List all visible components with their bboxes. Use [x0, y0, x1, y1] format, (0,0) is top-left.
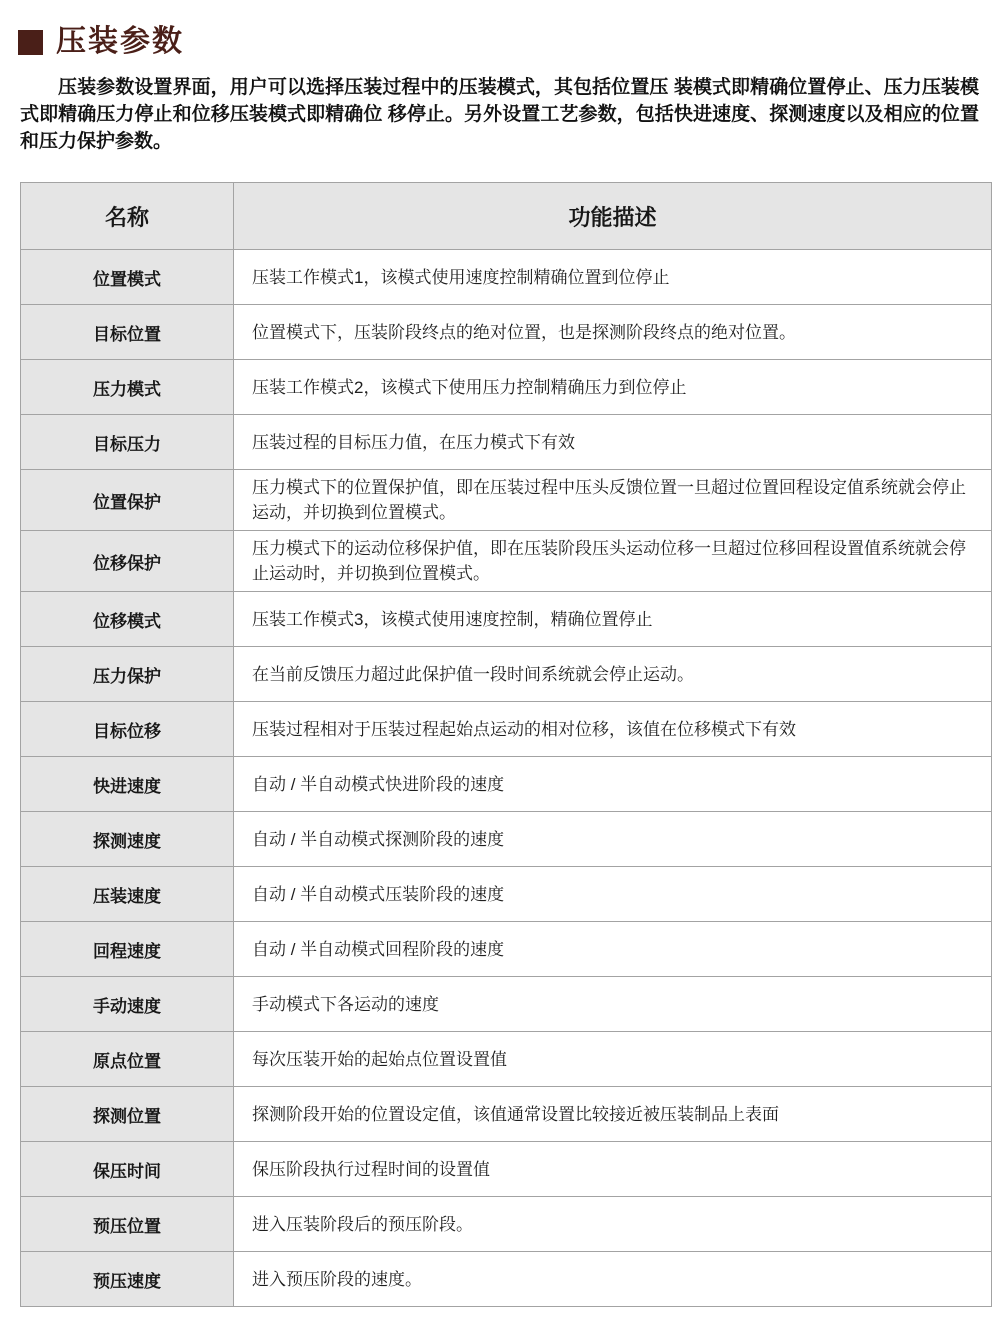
table-row — [21, 250, 992, 305]
param-name-cell: 回程速度 — [21, 922, 234, 977]
param-desc-cell: 压装过程相对于压装过程起始点运动的相对位移，该值在位移模式下有效 — [234, 702, 992, 757]
table-row — [21, 415, 992, 470]
param-name-cell: 位置模式 — [21, 250, 234, 305]
param-desc-cell: 压力模式下的位置保护值，即在压装过程中压头反馈位置一旦超过位置回程设定值系统就会停止运动，并切换到位置模式。 — [234, 470, 992, 531]
table-row — [21, 922, 992, 977]
table-row — [21, 702, 992, 757]
param-desc-cell: 自动 / 半自动模式回程阶段的速度 — [234, 922, 992, 977]
param-name-cell: 快进速度 — [21, 757, 234, 812]
param-name-cell: 手动速度 — [21, 977, 234, 1032]
param-desc-cell: 每次压装开始的起始点位置设置值 — [234, 1032, 992, 1087]
param-desc-cell: 进入预压阶段的速度。 — [234, 1252, 992, 1307]
table-row — [21, 360, 992, 415]
param-desc-cell: 压装工作模式1，该模式使用速度控制精确位置到位停止 — [234, 250, 992, 305]
param-name-cell: 位移保护 — [21, 531, 234, 592]
param-name-cell: 探测位置 — [21, 1087, 234, 1142]
param-desc-cell: 保压阶段执行过程时间的设置值 — [234, 1142, 992, 1197]
table-row — [21, 647, 992, 702]
table-row — [21, 757, 992, 812]
table-row — [21, 470, 992, 531]
table-row — [21, 1142, 992, 1197]
param-desc-cell: 自动 / 半自动模式快进阶段的速度 — [234, 757, 992, 812]
param-desc-cell: 探测阶段开始的位置设定值，该值通常设置比较接近被压装制品上表面 — [234, 1087, 992, 1142]
param-desc-cell: 压力模式下的运动位移保护值，即在压装阶段压头运动位移一旦超过位移回程设置值系统就会停止运动时，并切换到位置模式。 — [234, 531, 992, 592]
param-name-cell: 压装速度 — [21, 867, 234, 922]
param-name-cell: 压力保护 — [21, 647, 234, 702]
table-row — [21, 812, 992, 867]
column-header-name: 名称 — [21, 183, 234, 250]
param-desc-cell: 进入压装阶段后的预压阶段。 — [234, 1197, 992, 1252]
param-desc-cell: 自动 / 半自动模式探测阶段的速度 — [234, 812, 992, 867]
param-desc-cell: 压装工作模式2，该模式下使用压力控制精确压力到位停止 — [234, 360, 992, 415]
table-row — [21, 531, 992, 592]
params-table — [20, 182, 992, 1307]
param-desc-cell: 压装工作模式3，该模式使用速度控制，精确位置停止 — [234, 592, 992, 647]
param-name-cell: 保压时间 — [21, 1142, 234, 1197]
table-row — [21, 867, 992, 922]
param-name-cell: 原点位置 — [21, 1032, 234, 1087]
param-desc-cell: 在当前反馈压力超过此保护值一段时间系统就会停止运动。 — [234, 647, 992, 702]
table-header-row — [21, 183, 992, 250]
param-name-cell: 预压位置 — [21, 1197, 234, 1252]
table-row — [21, 1087, 992, 1142]
table-row — [21, 977, 992, 1032]
intro-paragraph: 压装参数设置界面，用户可以选择压装过程中的压装模式，其包括位置压 装模式即精确位置停止、压力压装模式即精确压力停止和位移压装模式即精确位 移停止。另外设置工艺参数，包括快进速度、探测速度以及相应的位置和压力保护参数。 — [20, 77, 979, 152]
param-name-cell: 目标位移 — [21, 702, 234, 757]
table-row — [21, 1252, 992, 1307]
table-row — [21, 1197, 992, 1252]
section-bullet-icon — [18, 30, 43, 55]
param-name-cell: 探测速度 — [21, 812, 234, 867]
table-row — [21, 592, 992, 647]
param-desc-cell: 手动模式下各运动的速度 — [234, 977, 992, 1032]
param-name-cell: 目标位置 — [21, 305, 234, 360]
page-title: 压装参数 — [56, 25, 184, 58]
param-name-cell: 位置保护 — [21, 470, 234, 531]
param-name-cell: 压力模式 — [21, 360, 234, 415]
param-desc-cell: 自动 / 半自动模式压装阶段的速度 — [234, 867, 992, 922]
table-row — [21, 305, 992, 360]
param-desc-cell: 位置模式下，压装阶段终点的绝对位置，也是探测阶段终点的绝对位置。 — [234, 305, 992, 360]
table-row — [21, 1032, 992, 1087]
param-name-cell: 位移模式 — [21, 592, 234, 647]
param-name-cell: 预压速度 — [21, 1252, 234, 1307]
column-header-description: 功能描述 — [234, 183, 992, 250]
section-header — [18, 27, 1000, 57]
param-desc-cell: 压装过程的目标压力值，在压力模式下有效 — [234, 415, 992, 470]
param-name-cell: 目标压力 — [21, 415, 234, 470]
